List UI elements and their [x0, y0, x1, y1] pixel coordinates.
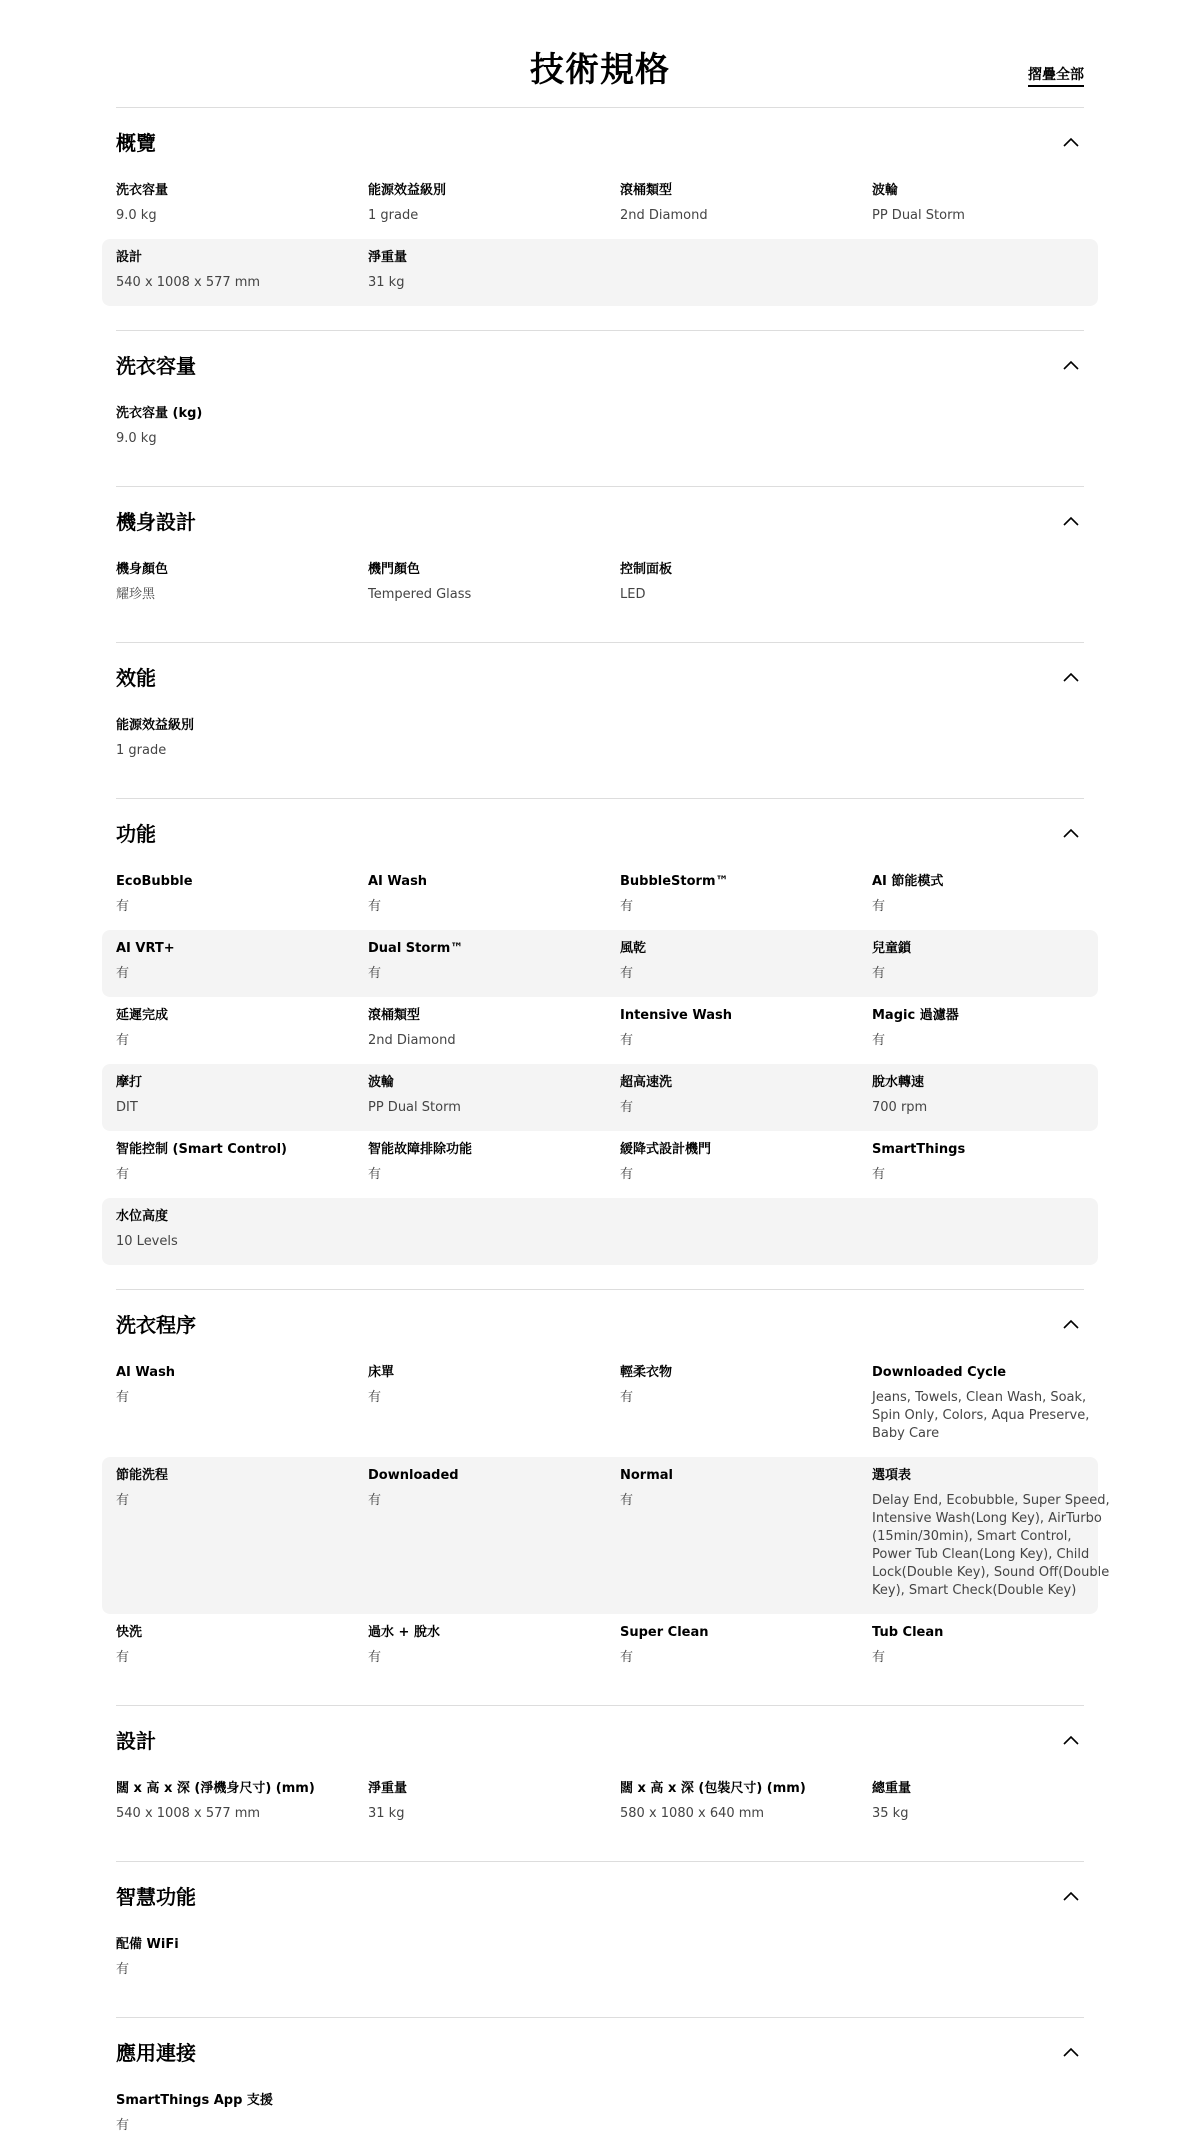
spec-row [102, 707, 1098, 774]
chevron-up-icon[interactable] [1062, 515, 1080, 527]
spec-label: SmartThings [872, 1142, 966, 1157]
spec-row [102, 1457, 1110, 1614]
spec-label: 選項表 [872, 1468, 912, 1483]
spec-value: LED [620, 587, 646, 602]
spec-item [368, 1624, 620, 1667]
spec-section [116, 2017, 1084, 2149]
spec-item [620, 940, 872, 983]
chevron-up-icon[interactable] [1062, 1734, 1080, 1746]
spec-item [116, 1936, 368, 1979]
page-title: 技術規格 [530, 50, 670, 90]
spec-value: 有 [368, 1167, 382, 1182]
spec-value: PP Dual Storm [368, 1100, 461, 1115]
spec-label: Dual Storm™ [368, 941, 464, 956]
spec-section [116, 1289, 1110, 1705]
spec-section [116, 1861, 1084, 2017]
spec-item [368, 1364, 620, 1443]
spec-value: 有 [368, 966, 382, 981]
spec-label: Normal [620, 1468, 673, 1483]
spec-rows [102, 172, 1098, 306]
spec-label: 淨重量 [368, 250, 408, 265]
spec-item [116, 182, 368, 225]
section-title: 洗衣程序 [116, 1313, 196, 1337]
spec-item [116, 249, 368, 292]
spec-value: 1 grade [368, 208, 419, 223]
spec-row [102, 1770, 1098, 1837]
spec-item [620, 1007, 872, 1050]
spec-value: 有 [368, 1493, 382, 1508]
spec-label: 配備 WiFi [116, 1937, 179, 1952]
spec-label: 機門顏色 [368, 562, 421, 577]
spec-item [620, 1467, 872, 1600]
spec-label: 超高速洗 [620, 1075, 673, 1090]
spec-section [116, 798, 1084, 1289]
spec-value: 580 x 1080 x 640 mm [620, 1806, 765, 1821]
spec-label: 控制面板 [620, 562, 673, 577]
spec-item [368, 1780, 620, 1823]
spec-section [116, 1705, 1084, 1861]
chevron-up-icon[interactable] [1062, 671, 1080, 683]
spec-label: 延遲完成 [116, 1008, 169, 1023]
spec-value: 有 [116, 966, 130, 981]
spec-label: Downloaded [368, 1468, 459, 1483]
spec-value: DIT [116, 1100, 138, 1115]
spec-row [102, 1614, 1098, 1681]
spec-item [620, 873, 872, 916]
spec-row [102, 1064, 1098, 1131]
spec-item [620, 1074, 872, 1117]
spec-value: 有 [620, 1493, 634, 1508]
spec-value: 有 [872, 1033, 886, 1048]
spec-value: 有 [116, 1493, 130, 1508]
spec-label: 水位高度 [116, 1209, 169, 1224]
spec-value: 有 [368, 899, 382, 914]
spec-value: 有 [872, 1650, 886, 1665]
spec-row [102, 1354, 1098, 1457]
spec-value: Tempered Glass [368, 587, 472, 602]
section-title: 智慧功能 [116, 1885, 196, 1909]
spec-value: 有 [620, 1390, 634, 1405]
section-header[interactable] [116, 2040, 1084, 2074]
spec-item [872, 1364, 1124, 1443]
spec-label: 總重量 [872, 1781, 912, 1796]
spec-value: 540 x 1008 x 577 mm [116, 275, 261, 290]
spec-item [116, 1074, 368, 1117]
spec-value: 540 x 1008 x 577 mm [116, 1806, 261, 1821]
spec-value: 有 [368, 1650, 382, 1665]
spec-item [116, 1208, 368, 1251]
spec-item [872, 940, 1124, 983]
spec-value: 有 [620, 1650, 634, 1665]
spec-label: Super Clean [620, 1625, 709, 1640]
spec-item [368, 182, 620, 225]
spec-row [102, 1131, 1098, 1198]
spec-label: 闊 x 高 x 深 (包裝尺寸) (mm) [620, 1781, 806, 1796]
spec-item [116, 873, 368, 916]
spec-item [872, 1007, 1124, 1050]
chevron-up-icon[interactable] [1062, 136, 1080, 148]
spec-item [368, 873, 620, 916]
spec-section [116, 330, 1084, 486]
spec-row [102, 2082, 1098, 2149]
spec-section [116, 642, 1084, 798]
spec-row [102, 1198, 1098, 1265]
spec-label: 闊 x 高 x 深 (淨機身尺寸) (mm) [116, 1781, 315, 1796]
spec-label: 波輪 [368, 1075, 395, 1090]
spec-value: 有 [116, 1962, 130, 1977]
spec-label: Magic 過濾器 [872, 1008, 959, 1023]
spec-row [102, 863, 1098, 930]
spec-value: 有 [116, 1390, 130, 1405]
section-header[interactable] [116, 821, 1084, 855]
spec-value: 有 [116, 1650, 130, 1665]
spec-item [620, 1624, 872, 1667]
spec-value: 10 Levels [116, 1234, 178, 1249]
spec-item [620, 1364, 872, 1443]
section-header[interactable] [116, 665, 1084, 699]
spec-value: 700 rpm [872, 1100, 928, 1115]
spec-item [116, 1780, 368, 1823]
spec-item [620, 561, 872, 604]
spec-rows [102, 395, 1098, 462]
chevron-up-icon[interactable] [1062, 1318, 1080, 1330]
chevron-up-icon[interactable] [1062, 359, 1080, 371]
spec-label: 淨重量 [368, 1781, 408, 1796]
spec-item [116, 2092, 368, 2135]
spec-value: 有 [116, 2118, 130, 2133]
spec-value: 9.0 kg [116, 431, 157, 446]
spec-item [116, 1624, 368, 1667]
spec-item [368, 1074, 620, 1117]
spec-value: 1 grade [116, 743, 167, 758]
section-header[interactable] [116, 1728, 1084, 1762]
spec-label: 輕柔衣物 [620, 1365, 673, 1380]
spec-rows [102, 551, 1098, 618]
spec-value: Delay End, Ecobubble, Super Speed, Intensive Wash(Long Key), AirTurbo (15min/30min), Smart Control, Power Tub Clean(Long Key), Child Lock(Double Key), Sound Off(Double Key), Smart Check(Double Key) [872, 1493, 1110, 1598]
spec-value: PP Dual Storm [872, 208, 965, 223]
spec-label: 智能故障排除功能 [368, 1142, 473, 1157]
spec-label: Downloaded Cycle [872, 1365, 1007, 1380]
spec-item [116, 1467, 368, 1600]
chevron-up-icon[interactable] [1062, 827, 1080, 839]
spec-value: 有 [620, 1100, 634, 1115]
spec-row [102, 1926, 1098, 1993]
spec-label: 洗衣容量 [116, 183, 169, 198]
spec-label: 摩打 [116, 1075, 143, 1090]
spec-item [368, 561, 620, 604]
spec-row [102, 930, 1098, 997]
spec-item [872, 1141, 1124, 1184]
spec-label: 緩降式設計機門 [620, 1142, 712, 1157]
spec-label: 床單 [368, 1365, 395, 1380]
chevron-up-icon[interactable] [1062, 1890, 1080, 1902]
spec-item [872, 182, 1124, 225]
spec-item [368, 1467, 620, 1600]
spec-sections [116, 107, 1110, 2149]
spec-item [620, 1780, 872, 1823]
spec-label: EcoBubble [116, 874, 193, 889]
spec-row [102, 997, 1098, 1064]
spec-value: 有 [620, 899, 634, 914]
spec-rows [102, 863, 1098, 1265]
spec-rows [102, 707, 1098, 774]
spec-value: 有 [368, 1390, 382, 1405]
spec-value: 有 [620, 1033, 634, 1048]
spec-label: 設計 [116, 250, 143, 265]
spec-value: 有 [872, 899, 886, 914]
spec-row [102, 172, 1098, 239]
spec-label: 兒童鎖 [872, 941, 912, 956]
section-title: 設計 [116, 1729, 156, 1753]
section-header[interactable] [116, 353, 1084, 387]
spec-item [872, 1467, 1124, 1600]
spec-rows [102, 1354, 1110, 1681]
spec-label: BubbleStorm™ [620, 874, 729, 889]
section-title: 功能 [116, 822, 156, 846]
spec-label: SmartThings App 支援 [116, 2093, 273, 2108]
spec-item [116, 1364, 368, 1443]
spec-value: 有 [872, 1167, 886, 1182]
section-title: 概覽 [116, 131, 156, 155]
spec-rows [102, 1770, 1098, 1837]
spec-value: 31 kg [368, 1806, 405, 1821]
section-header[interactable] [116, 130, 1084, 164]
section-title: 應用連接 [116, 2041, 196, 2065]
spec-row [102, 551, 1098, 618]
spec-label: 脫水轉速 [872, 1075, 925, 1090]
spec-value: 有 [116, 1167, 130, 1182]
spec-label: Intensive Wash [620, 1008, 733, 1023]
spec-label: 能源效益級別 [368, 183, 447, 198]
section-title: 洗衣容量 [116, 354, 196, 378]
spec-item [116, 1007, 368, 1050]
collapse-all-link[interactable]: 摺疊全部 [1028, 64, 1084, 87]
spec-value: 耀珍黑 [116, 587, 156, 602]
spec-label: 快洗 [116, 1625, 143, 1640]
spec-item [116, 405, 368, 448]
spec-value: 2nd Diamond [368, 1033, 456, 1048]
spec-label: 波輪 [872, 183, 899, 198]
spec-item [116, 940, 368, 983]
spec-value: Jeans, Towels, Clean Wash, Soak, Spin Only, Colors, Aqua Preserve, Baby Care [872, 1390, 1090, 1441]
spec-value: 有 [872, 966, 886, 981]
spec-value: 9.0 kg [116, 208, 157, 223]
spec-value: 2nd Diamond [620, 208, 708, 223]
spec-item [368, 1141, 620, 1184]
spec-label: 風乾 [620, 941, 647, 956]
spec-item [620, 1141, 872, 1184]
spec-rows [102, 1926, 1098, 1993]
spec-label: 智能控制 (Smart Control) [116, 1142, 287, 1157]
spec-value: 31 kg [368, 275, 405, 290]
chevron-up-icon[interactable] [1062, 2046, 1080, 2058]
spec-item [116, 561, 368, 604]
section-header[interactable] [116, 509, 1084, 543]
spec-item [368, 249, 620, 292]
spec-value: 有 [116, 1033, 130, 1048]
spec-item [872, 1624, 1124, 1667]
spec-label: 節能洗程 [116, 1468, 169, 1483]
spec-value: 有 [620, 966, 634, 981]
spec-item [116, 717, 368, 760]
spec-row [102, 395, 1098, 462]
section-header[interactable] [116, 1884, 1084, 1918]
spec-label: 能源效益級別 [116, 718, 195, 733]
spec-label: AI Wash [368, 874, 428, 889]
spec-label: AI 節能模式 [872, 874, 944, 889]
spec-item [872, 1780, 1124, 1823]
spec-value: 35 kg [872, 1806, 909, 1821]
spec-label: 機身顏色 [116, 562, 169, 577]
spec-label: 滾桶類型 [620, 183, 673, 198]
spec-value: 有 [620, 1167, 634, 1182]
spec-rows [102, 2082, 1098, 2149]
spec-section [116, 486, 1084, 642]
spec-label: 過水 + 脫水 [368, 1625, 440, 1640]
spec-label: AI VRT+ [116, 941, 175, 956]
spec-item [872, 873, 1124, 916]
spec-label: 滾桶類型 [368, 1008, 421, 1023]
section-title: 機身設計 [116, 510, 196, 534]
spec-label: AI Wash [116, 1365, 176, 1380]
spec-item [872, 1074, 1124, 1117]
spec-label: 洗衣容量 (kg) [116, 406, 203, 421]
spec-value: 有 [116, 899, 130, 914]
spec-label: Tub Clean [872, 1625, 944, 1640]
spec-item [368, 940, 620, 983]
spec-item [116, 1141, 368, 1184]
section-title: 效能 [116, 666, 156, 690]
spec-item [620, 182, 872, 225]
spec-item [368, 1007, 620, 1050]
spec-row [102, 239, 1098, 306]
spec-section [116, 107, 1084, 330]
section-header[interactable] [116, 1312, 1084, 1346]
